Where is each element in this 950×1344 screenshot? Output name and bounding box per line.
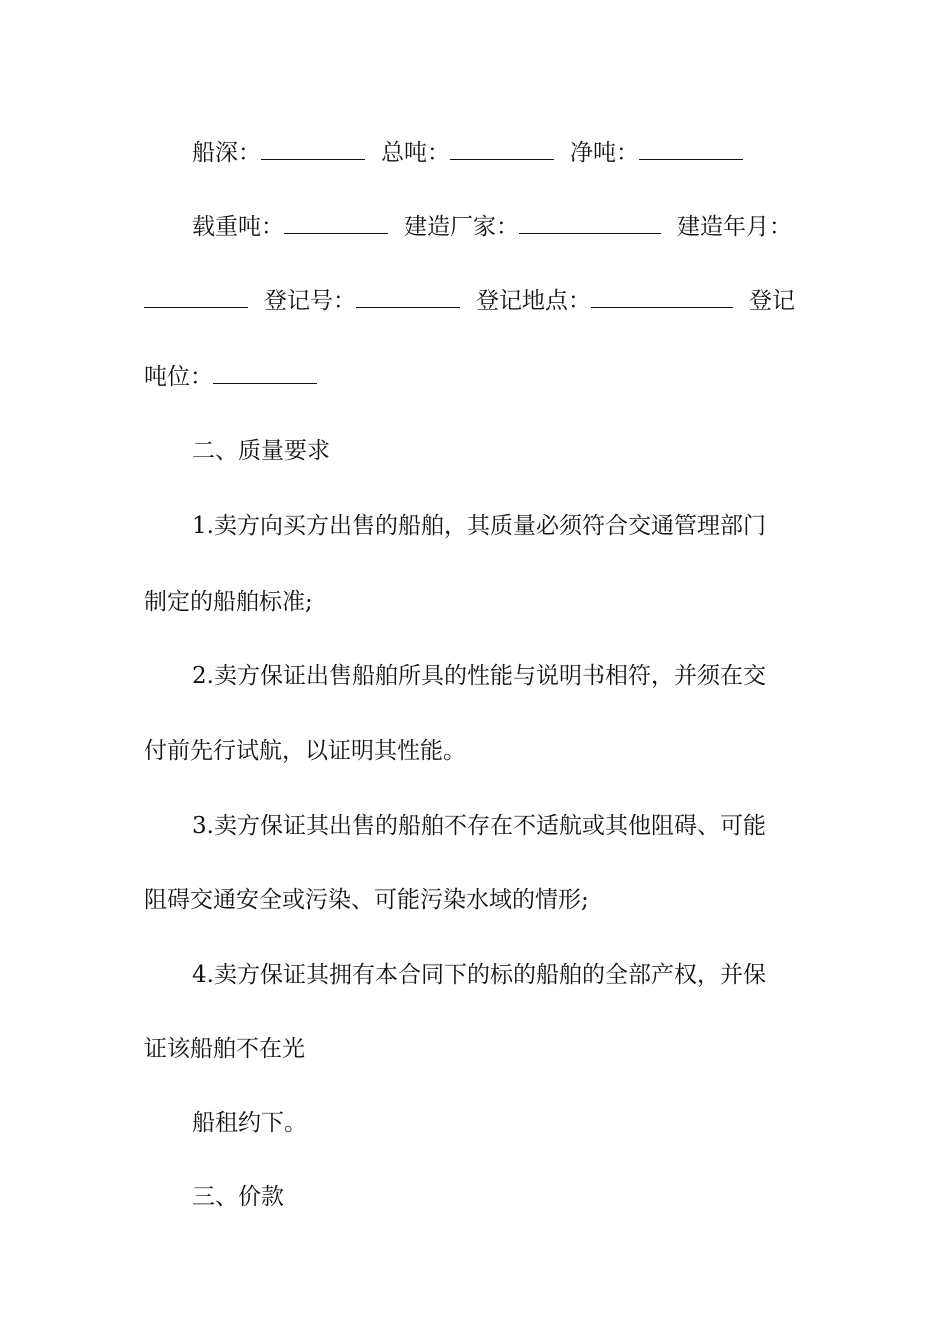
item-2-line-2: 付前先行试航，以证明其性能。 bbox=[144, 738, 466, 764]
registration-no-label: 登记号： bbox=[264, 288, 356, 314]
item-2-line-1: 2.卖方保证出售船舶所具的性能与说明书相符，并须在交 bbox=[192, 663, 766, 689]
item-4-line-3: 船租约下。 bbox=[192, 1110, 307, 1136]
builder-label: 建造厂家： bbox=[404, 214, 519, 240]
build-date-label: 建造年月： bbox=[677, 214, 792, 240]
registered-tonnage-blank bbox=[213, 363, 317, 384]
registered-tonnage-label-part2: 吨位： bbox=[144, 364, 213, 390]
registration-place-blank bbox=[591, 287, 733, 308]
ship-info-row-2 bbox=[192, 212, 792, 242]
section-3-heading: 三、价款 bbox=[192, 1184, 284, 1210]
ship-info-row-3 bbox=[144, 286, 795, 316]
item-3-line-1: 3.卖方保证其出售的船舶不存在不适航或其他阻碍、可能 bbox=[192, 813, 766, 839]
item-4-line-2: 证该船舶不在光 bbox=[144, 1036, 305, 1062]
deadweight-blank bbox=[284, 213, 388, 234]
build-date-blank bbox=[144, 287, 248, 308]
item-1-line-2: 制定的船舶标准; bbox=[144, 589, 313, 615]
item-4-line-1: 4.卖方保证其拥有本合同下的标的船舶的全部产权，并保 bbox=[192, 962, 766, 988]
ship-info-row-1 bbox=[192, 138, 743, 168]
gross-tonnage-label: 总吨： bbox=[381, 140, 450, 166]
depth-label: 船深： bbox=[192, 140, 261, 166]
item-1-line-1: 1.卖方向买方出售的船舶，其质量必须符合交通管理部门 bbox=[192, 513, 766, 539]
net-tonnage-label: 净吨： bbox=[570, 140, 639, 166]
section-2-heading: 二、质量要求 bbox=[192, 438, 330, 464]
item-3-line-2: 阻碍交通安全或污染、可能污染水域的情形; bbox=[144, 887, 589, 913]
registered-tonnage-label-part1: 登记 bbox=[749, 288, 795, 314]
ship-info-row-4 bbox=[144, 362, 317, 392]
gross-tonnage-blank bbox=[450, 139, 554, 160]
registration-place-label: 登记地点： bbox=[476, 288, 591, 314]
net-tonnage-blank bbox=[639, 139, 743, 160]
deadweight-label: 载重吨： bbox=[192, 214, 284, 240]
registration-no-blank bbox=[356, 287, 460, 308]
depth-blank bbox=[261, 139, 365, 160]
builder-blank bbox=[519, 213, 661, 234]
